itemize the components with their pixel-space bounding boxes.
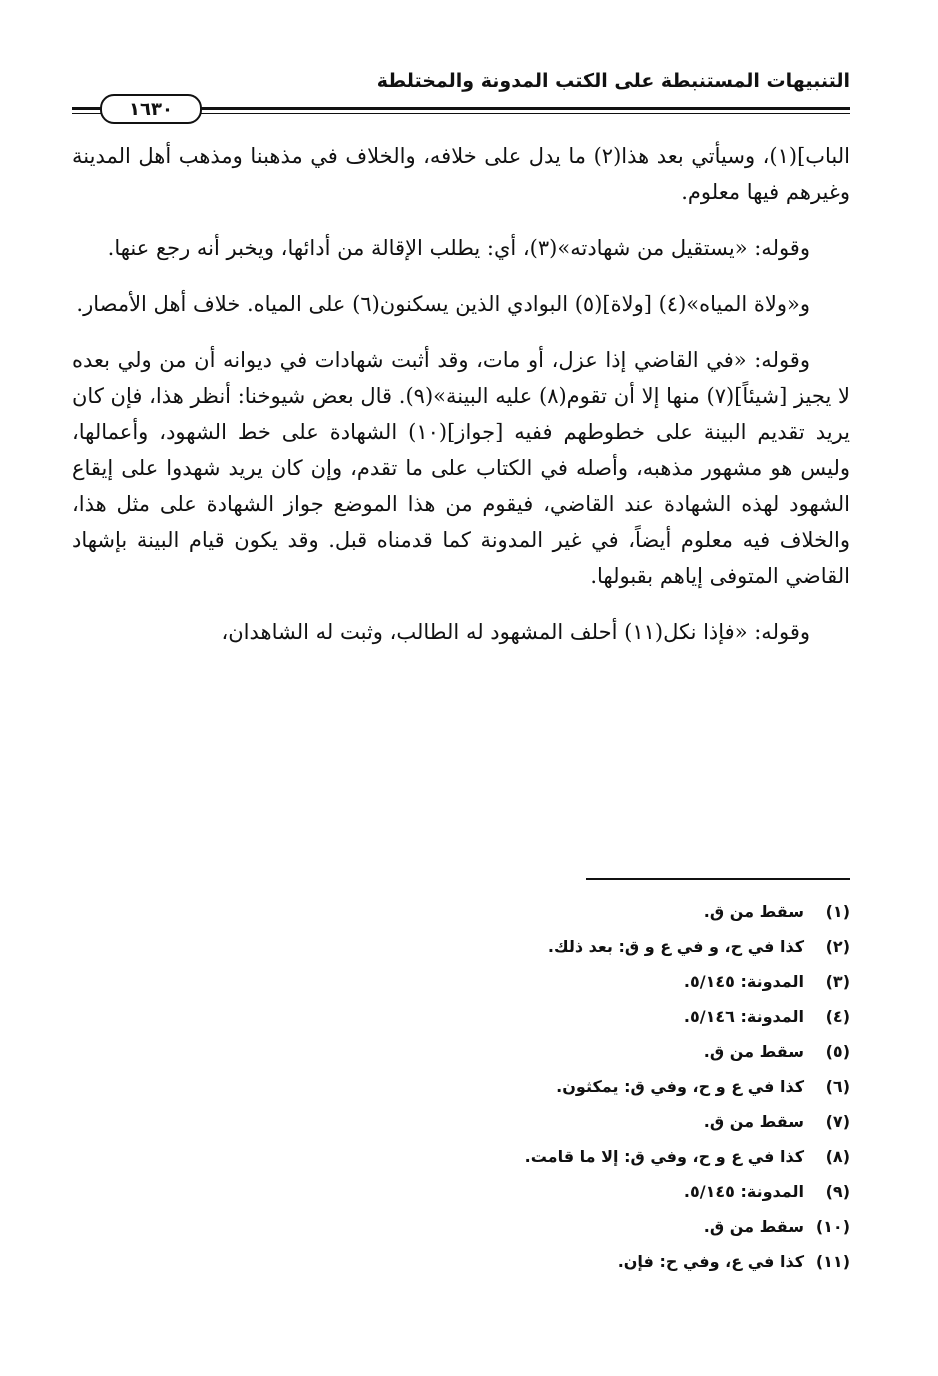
paragraph-3: و«ولاة المياه»(٤) [ولاة](٥) البوادي الذين يسكنون(٦) على المياه. خلاف أهل الأمصار.	[76, 292, 810, 316]
paragraph-5: وقوله: «فإذا نكل(١١) أحلف المشهود له الطالب، وثبت له الشاهدان،	[221, 620, 810, 644]
footnote-number: (١١)	[815, 1252, 850, 1271]
footnote-text: كذا في ح، و في ع و ق: بعد ذلك.	[547, 937, 804, 956]
footnote-text: المدونة: ٥/١٤٥.	[683, 972, 804, 991]
footnote-number: (٨)	[825, 1147, 850, 1166]
footnote-item	[72, 1069, 850, 1104]
footnotes-list	[72, 894, 850, 1279]
footnote-text: كذا في ع و ح، وفي ق: يمكثون.	[556, 1077, 804, 1096]
footnote-separator	[586, 878, 850, 880]
footnote-text: كذا في ع و ح، وفي ق: إلا ما قامت.	[524, 1147, 804, 1166]
page-number: ١٦٣٠	[100, 94, 202, 124]
paragraph-4: وقوله: «في القاضي إذا عزل، أو مات، وقد أثبت شهادات في ديوانه أن من ولي بعده لا يجيز [شيئاً](٧) منها إلا أن تقوم(٨) عليه البينة»(٩). قال بعض شيوخنا: أنظر هذا، فإن كان يريد تقديم البينة على خطوطهم ففيه [جواز](١٠) الشهادة على خط الشهود، وأعمالها، وليس هو مشهور مذهبه، وأصله في الكتاب على ما تقدم، وإن كان يريد شهدوا على إيقاع الشهود لهذه الشهادة عند القاضي، فيقوم من هذا الموضع جواز الشهادة على مثل هذا، والخلاف فيه معلوم أيضاً، في غير المدونة كما قدمناه قبل. وقد يكون قيام البينة بإشهاد القاضي المتوفى إياهم بقبولها.	[72, 348, 851, 588]
footnote-number: (٦)	[825, 1077, 850, 1096]
footnote-item	[72, 964, 850, 999]
running-title: التنبيهات المستنبطة على الكتب المدونة والمختلطة	[376, 70, 850, 92]
footnote-item	[72, 1139, 850, 1174]
footnote-text: سقط من ق.	[703, 1217, 804, 1236]
footnote-item	[72, 1244, 850, 1279]
footnote-text: كذا في ع، وفي ح: فإن.	[617, 1252, 804, 1271]
footnote-item	[72, 1209, 850, 1244]
footnote-text: سقط من ق.	[703, 1112, 804, 1131]
footnote-item	[72, 894, 850, 929]
body-text	[72, 138, 850, 670]
footnote-text: المدونة: ٥/١٤٥.	[683, 1182, 804, 1201]
footnote-item	[72, 1034, 850, 1069]
footnote-text: المدونة: ٥/١٤٦.	[683, 1007, 804, 1026]
footnote-number: (١٠)	[815, 1217, 850, 1236]
book-page	[72, 62, 850, 1352]
footnote-text: سقط من ق.	[703, 1042, 804, 1061]
footnote-number: (٥)	[825, 1042, 850, 1061]
footnote-item	[72, 1104, 850, 1139]
footnote-number: (٤)	[825, 1007, 850, 1026]
footnote-number: (١)	[825, 902, 850, 921]
footnote-item	[72, 1174, 850, 1209]
footnote-text: سقط من ق.	[703, 902, 804, 921]
footnote-number: (٧)	[825, 1112, 850, 1131]
running-header	[72, 62, 850, 122]
footnote-number: (٩)	[825, 1182, 850, 1201]
footnote-number: (٢)	[825, 937, 850, 956]
footnote-number: (٣)	[825, 972, 850, 991]
paragraph-2: وقوله: «يستقيل من شهادته»(٣)، أي: يطلب الإقالة من أدائها، ويخبر أنه رجع عنها.	[107, 236, 810, 260]
paragraph-1: الباب](١)، وسيأتي بعد هذا(٢) ما يدل على خلافه، والخلاف في مذهبنا ومذهب أهل المدينة وغيرهم فيها معلوم.	[72, 144, 850, 204]
footnote-item	[72, 929, 850, 964]
footnote-item	[72, 999, 850, 1034]
